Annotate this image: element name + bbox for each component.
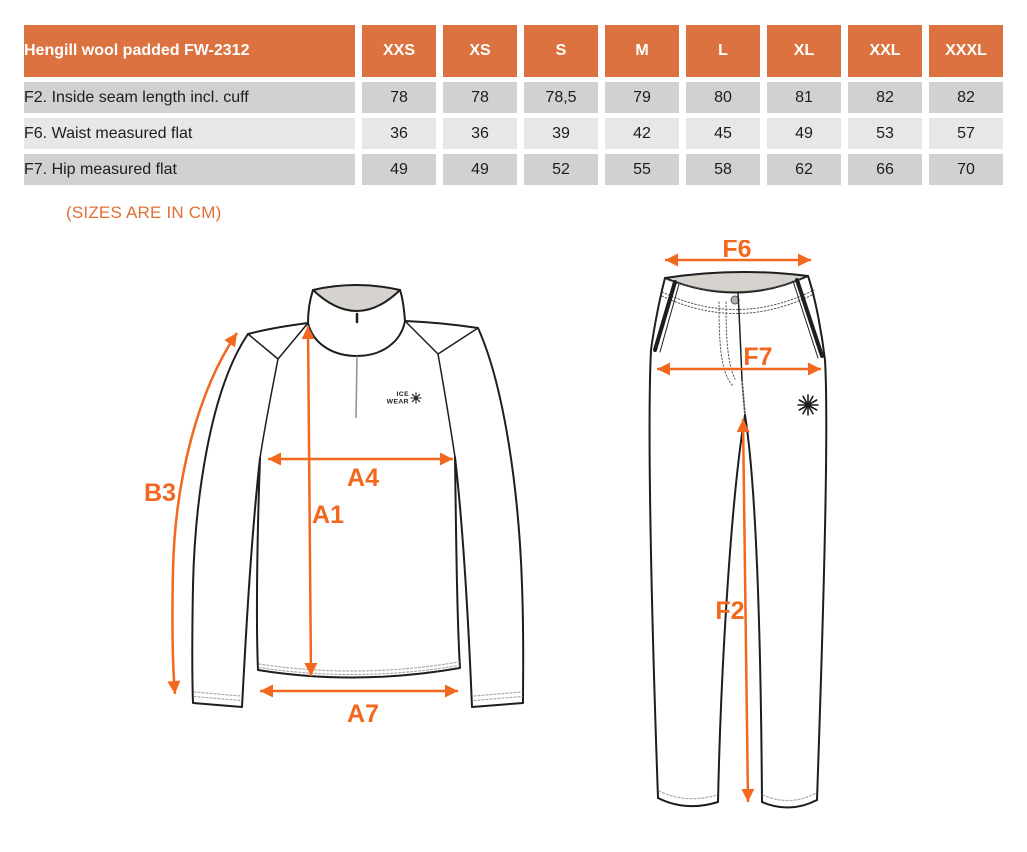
snowflake-logo: [798, 395, 818, 415]
size-table-body: [24, 82, 1003, 185]
measure-arrow-b3: [172, 333, 237, 694]
measurement-value-cell: 52: [524, 154, 598, 185]
outer-seam-left: [650, 278, 665, 798]
measurement-row-label: F7. Hip measured flat: [24, 154, 355, 185]
hem-right: [762, 800, 817, 808]
size-column-header: XL: [767, 25, 841, 77]
body-and-sleeves: [192, 321, 523, 707]
measure-label-a1: A1: [312, 501, 344, 529]
product-name-header: Hengill wool padded FW-2312: [24, 25, 355, 77]
measurement-value-cell: 79: [605, 82, 679, 113]
measurement-value-cell: 36: [443, 118, 517, 149]
measure-label-a4: A4: [347, 464, 379, 492]
measure-label-f7: F7: [743, 343, 773, 371]
icewear-logo: [387, 391, 422, 406]
measure-label-a7: A7: [347, 700, 379, 728]
size-column-header: XXL: [848, 25, 922, 77]
size-table-head-row: [24, 25, 1003, 77]
measurement-value-cell: 81: [767, 82, 841, 113]
size-column-header: XXS: [362, 25, 436, 77]
measure-label-f2: F2: [715, 597, 745, 625]
measurement-value-cell: 70: [929, 154, 1003, 185]
measurement-value-cell: 42: [605, 118, 679, 149]
center-front-seam: [738, 293, 742, 380]
measurement-value-cell: 39: [524, 118, 598, 149]
pocket-left: [655, 282, 675, 350]
raglan-seam-right: [438, 354, 455, 457]
measurement-value-cell: 49: [362, 154, 436, 185]
sizes-in-cm-note: (SIZES ARE IN CM): [66, 203, 222, 222]
collar-opening-fill: [313, 285, 400, 311]
table-row: [24, 82, 1003, 113]
sweater-technical-drawing: [60, 240, 580, 760]
measurement-value-cell: 82: [929, 82, 1003, 113]
table-row: [24, 154, 1003, 185]
measurement-row-label: F6. Waist measured flat: [24, 118, 355, 149]
sweater-garment-outline: [192, 285, 523, 707]
measurement-value-cell: 66: [848, 154, 922, 185]
measurement-value-cell: 45: [686, 118, 760, 149]
measurement-value-cell: 80: [686, 82, 760, 113]
measure-label-f6: F6: [722, 240, 752, 263]
size-column-header: XS: [443, 25, 517, 77]
measurement-value-cell: 58: [686, 154, 760, 185]
measurement-value-cell: 78: [443, 82, 517, 113]
raglan-seam-left: [260, 359, 278, 458]
hem-left: [658, 798, 718, 806]
logo-text-wear: WEAR: [386, 398, 409, 406]
measurement-value-cell: 36: [362, 118, 436, 149]
size-column-header: M: [605, 25, 679, 77]
pants-garment-outline: [650, 272, 827, 808]
size-column-header: XXXL: [929, 25, 1003, 77]
measure-arrow-a1: [308, 326, 311, 676]
measurement-value-cell: 78: [362, 82, 436, 113]
pants-technical-drawing: [630, 240, 1020, 830]
measurement-row-label: F2. Inside seam length incl. cuff: [24, 82, 355, 113]
logo-text-ice: ICE: [396, 391, 409, 398]
zipper-line: [356, 356, 357, 418]
size-table: [17, 20, 1010, 190]
measurement-value-cell: 49: [443, 154, 517, 185]
measurement-value-cell: 53: [848, 118, 922, 149]
measurement-value-cell: 57: [929, 118, 1003, 149]
measurement-value-cell: 62: [767, 154, 841, 185]
size-column-header: L: [686, 25, 760, 77]
snowflake-icon: [411, 393, 421, 403]
measurement-value-cell: 78,5: [524, 82, 598, 113]
table-row: [24, 118, 1003, 149]
measurement-value-cell: 55: [605, 154, 679, 185]
size-column-header: S: [524, 25, 598, 77]
measurement-value-cell: 49: [767, 118, 841, 149]
measure-label-b3: B3: [144, 479, 176, 507]
fly-seam: [742, 380, 745, 415]
measurement-value-cell: 82: [848, 82, 922, 113]
